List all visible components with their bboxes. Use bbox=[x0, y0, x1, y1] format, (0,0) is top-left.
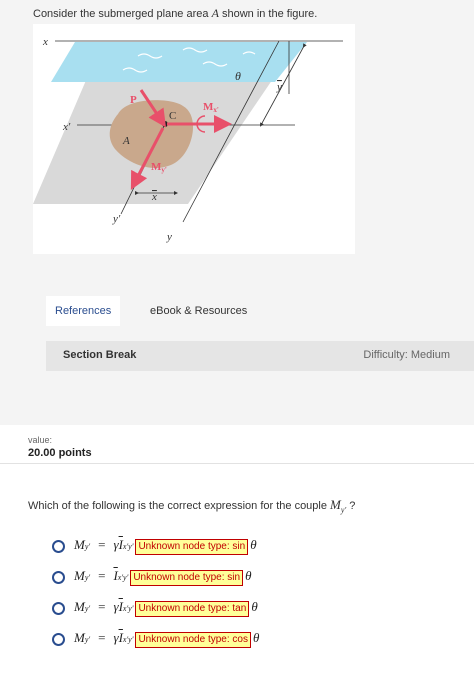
moment-y-label: My' bbox=[151, 161, 167, 174]
theta-label: θ bbox=[235, 69, 241, 83]
section-break-bar bbox=[46, 341, 474, 371]
ybar-label: y bbox=[277, 81, 282, 93]
water-surface bbox=[51, 42, 307, 82]
area-label: A bbox=[123, 135, 130, 147]
option-expression: M y' = γ $\overline{I}$ x'y' Unknown node type: sin θ bbox=[74, 537, 257, 555]
option-expression: M y' = γ $\overline{I}$ x'y' Unknown node type: tan θ bbox=[74, 599, 258, 617]
radio-button[interactable] bbox=[52, 571, 65, 584]
y-axis-label: y bbox=[167, 231, 172, 243]
divider bbox=[0, 463, 474, 464]
radio-button[interactable] bbox=[52, 540, 65, 553]
option-expression: M y' = γ $\overline{I}$ x'y' Unknown node type: cos θ bbox=[74, 630, 259, 648]
difficulty-label: Difficulty: Medium bbox=[363, 349, 450, 361]
yprime-axis-label: y' bbox=[113, 213, 121, 225]
render-error-box: Unknown node type: sin bbox=[135, 539, 248, 555]
radio-button[interactable] bbox=[52, 602, 65, 615]
xprime-axis-label: x' bbox=[63, 121, 71, 133]
x-axis-label: x bbox=[43, 36, 48, 48]
render-error-box: Unknown node type: tan bbox=[135, 601, 249, 617]
problem-figure bbox=[33, 24, 355, 254]
render-error-box: Unknown node type: cos bbox=[135, 632, 251, 648]
resource-tabs bbox=[46, 296, 474, 326]
submerged-plane-diagram bbox=[33, 24, 355, 254]
force-p-label: P bbox=[130, 94, 137, 106]
answer-option[interactable] bbox=[52, 597, 258, 619]
answer-option[interactable] bbox=[52, 535, 257, 557]
question-text: Which of the following is the correct expression for the couple $M_{y'}$ ? bbox=[28, 497, 356, 515]
answer-option[interactable] bbox=[52, 628, 259, 650]
render-error-box: Unknown node type: sin bbox=[130, 570, 243, 586]
moment-x-label: Mx' bbox=[203, 101, 219, 114]
section-title: Section Break bbox=[63, 349, 137, 361]
xbar-label: x bbox=[152, 191, 157, 203]
tab-ebook-resources[interactable]: eBook & Resources bbox=[150, 305, 248, 317]
points-value: 20.00 points bbox=[28, 447, 92, 459]
option-expression: M y' = $\overline{I}$ x'y' Unknown node type: sin θ bbox=[74, 568, 251, 586]
radio-button[interactable] bbox=[52, 633, 65, 646]
answer-option[interactable] bbox=[52, 566, 251, 588]
tab-references[interactable]: References bbox=[46, 296, 120, 326]
value-label: value: bbox=[28, 435, 53, 445]
centroid-label: C bbox=[169, 110, 177, 122]
problem-statement: Consider the submerged plane area A shown in the figure. bbox=[33, 6, 318, 20]
